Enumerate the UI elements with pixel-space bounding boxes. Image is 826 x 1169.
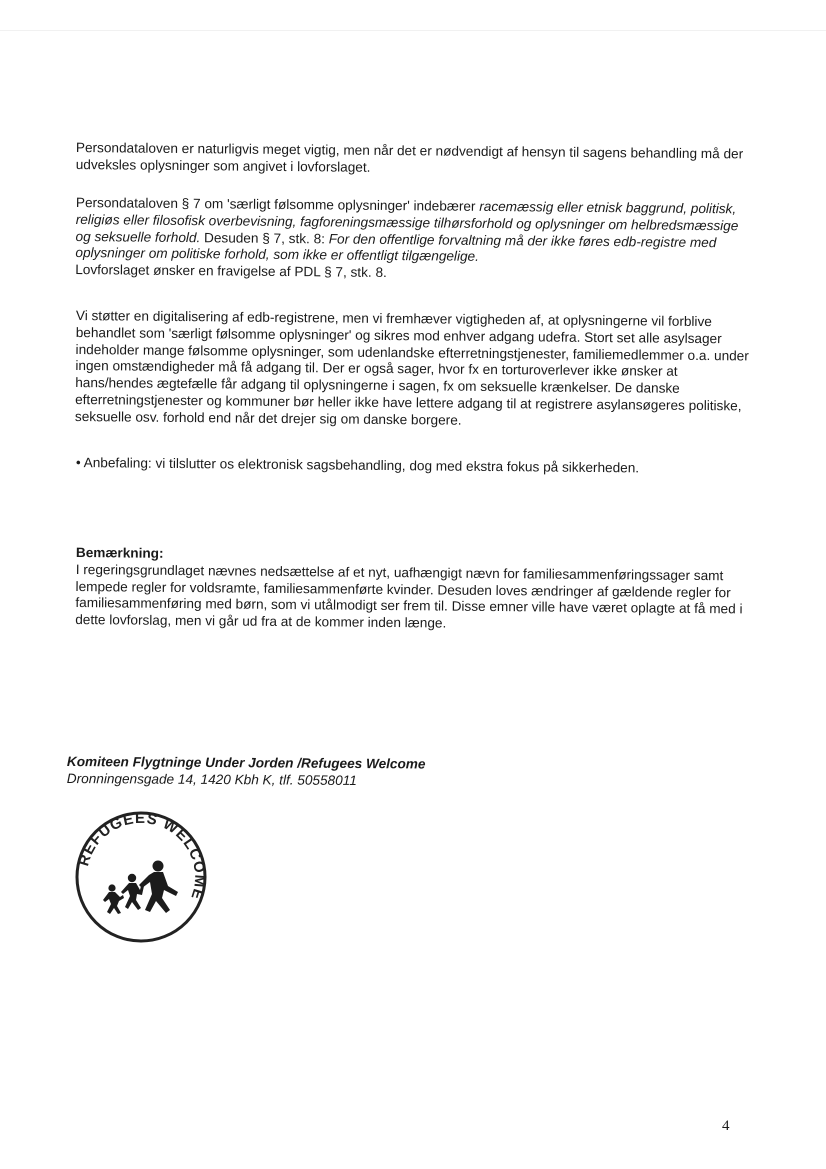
remark-section xyxy=(75,545,752,635)
organization-name: Komiteen Flygtninge Under Jorden /Refugees Welcome xyxy=(66,754,426,772)
paragraph-2-intro: Persondataloven § 7 om 'særligt følsomme oplysninger' indebærer xyxy=(75,195,480,214)
paragraph-persondataloven xyxy=(76,140,752,180)
paragraph-3-text: Vi støtter en digitalisering af edb-registrene, men vi fremhæver vigtigheden af, at oplysningerne vil forblive behandlet som 'særligt følsomme oplysninger' og sikres mod enhver adgang udefra. Stort set alle asylsager indeholder mange følsomme oplysninger, som udenlandske efterretningstjenester, familiemedlemmer o.a. under ingen omstændigheder må få adgang til. Der er også sager, hvor fx en torturoverlever ikke ønsker at hans/hendes ægtefælle får adgang til oplysningerne i sagen, fx om seksuelle krænkelser. De danske efterretningstjenester og kommuner bør heller ikke have lettere adgang til at registrere asylansøgeres politiske, seksuelle osv. forhold end når det drejer sig om danske borgere. xyxy=(74,308,749,428)
remark-heading: Bemærkning: xyxy=(75,545,164,561)
paragraph-2-middle: Desuden § 7, stk. 8: xyxy=(200,229,329,247)
organization-address: Dronningensgade 14, 1420 Kbh K, tlf. 50558011 xyxy=(66,770,357,789)
paragraph-pdl-section-7 xyxy=(75,195,752,285)
page-number: 4 xyxy=(722,1118,730,1134)
recommendation-text: • Anbefaling: vi tilslutter os elektronisk sagsbehandling, dog med ekstra fokus på sikkerheden. xyxy=(75,455,640,476)
signature-block xyxy=(67,753,426,790)
remark-body: I regeringsgrundlaget nævnes nedsættelse af et nyt, uafhængigt nævn for familiesammenføringssager samt lempede regler for voldsramte, familiesammenførte kvinder. Desuden loves ændringer af gældende regler for familiesammenføring med børn, som vi utålmodigt ser frem til. Disse emner ville have været oplagte at få med i dette lovforslag, men vi går ud fra at de kommer inden længe. xyxy=(75,561,743,631)
paragraph-2-text xyxy=(75,195,752,285)
paragraph-2-line-end: Lovforslaget ønsker en fravigelse af PDL § 7, stk. 8. xyxy=(75,262,387,281)
scan-edge-line xyxy=(0,30,826,31)
recommendation-bullet xyxy=(76,455,752,478)
paragraph-digitalisering xyxy=(75,308,752,432)
paragraph-1-text: Persondataloven er naturligvis meget vigtig, men når det er nødvendigt af hensyn til sagens behandling må der udveksles oplysninger som angivet i lovforslaget. xyxy=(75,140,744,175)
refugees-welcome-logo-icon xyxy=(70,806,212,948)
paragraph-2-quote-1: racemæssig eller etnisk baggrund, politisk, religiøs eller filosofisk overbevisning, fagforeningsmæssige tilhørsforhold og oplysninger om helbredsmæssige og seksuelle forhold. xyxy=(75,198,739,245)
paragraph-2-quote-2: For den offentlige forvaltning må der ikke føres edb-registre med oplysninger om politiske forhold, som ikke er offentligt tilgængelige. xyxy=(75,231,717,265)
running-family-icon xyxy=(103,861,178,915)
logo-text: REFUGEES WELCOME xyxy=(75,809,209,903)
